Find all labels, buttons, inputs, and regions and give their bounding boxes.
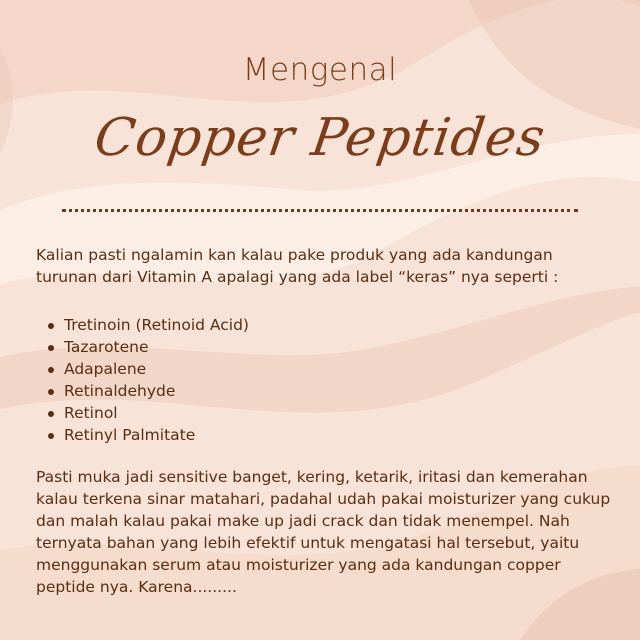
list-item (46, 358, 249, 380)
bullet-icon (48, 389, 54, 395)
list-item (46, 402, 249, 424)
list-item-label: Tazarotene (64, 338, 149, 356)
list-item-label: Tretinoin (Retinoid Acid) (64, 316, 249, 334)
bullet-icon (48, 323, 54, 329)
bullet-icon (48, 433, 54, 439)
retinoid-list (46, 314, 249, 446)
list-item-label: Retinaldehyde (64, 382, 176, 400)
list-item-label: Adapalene (64, 360, 147, 378)
list-item-label: Retinol (64, 404, 118, 422)
dotted-divider (62, 209, 578, 212)
page-title: Mengenal (242, 52, 398, 88)
bullet-icon (48, 411, 54, 417)
list-item (46, 314, 249, 336)
list-item (46, 380, 249, 402)
bullet-icon (48, 367, 54, 373)
closing-paragraph: Pasti muka jadi sensitive banget, kering, ketarik, iritasi dan kemerahan kalau terkena sinar matahari, padahal udah pakai moisturizer yang cukup dan malah kalau pakai make up jadi crack dan tidak menempel. Nah ternyata bahan yang lebih efektif untuk mengatasi hal tersebut, yaitu menggunakan serum atau moisturizer yang ada kandungan copper peptide nya. Karena......... (36, 468, 611, 596)
intro-paragraph: Kalian pasti ngalamin kan kalau pake produk yang ada kandungan turunan dari Vitamin A apalagi yang ada label “keras” nya seperti : (36, 246, 559, 286)
list-item-label: Retinyl Palmitate (64, 426, 196, 444)
page-subtitle: Copper Peptides (90, 108, 550, 168)
list-item (46, 336, 249, 358)
list-item (46, 424, 249, 446)
bullet-icon (48, 345, 54, 351)
